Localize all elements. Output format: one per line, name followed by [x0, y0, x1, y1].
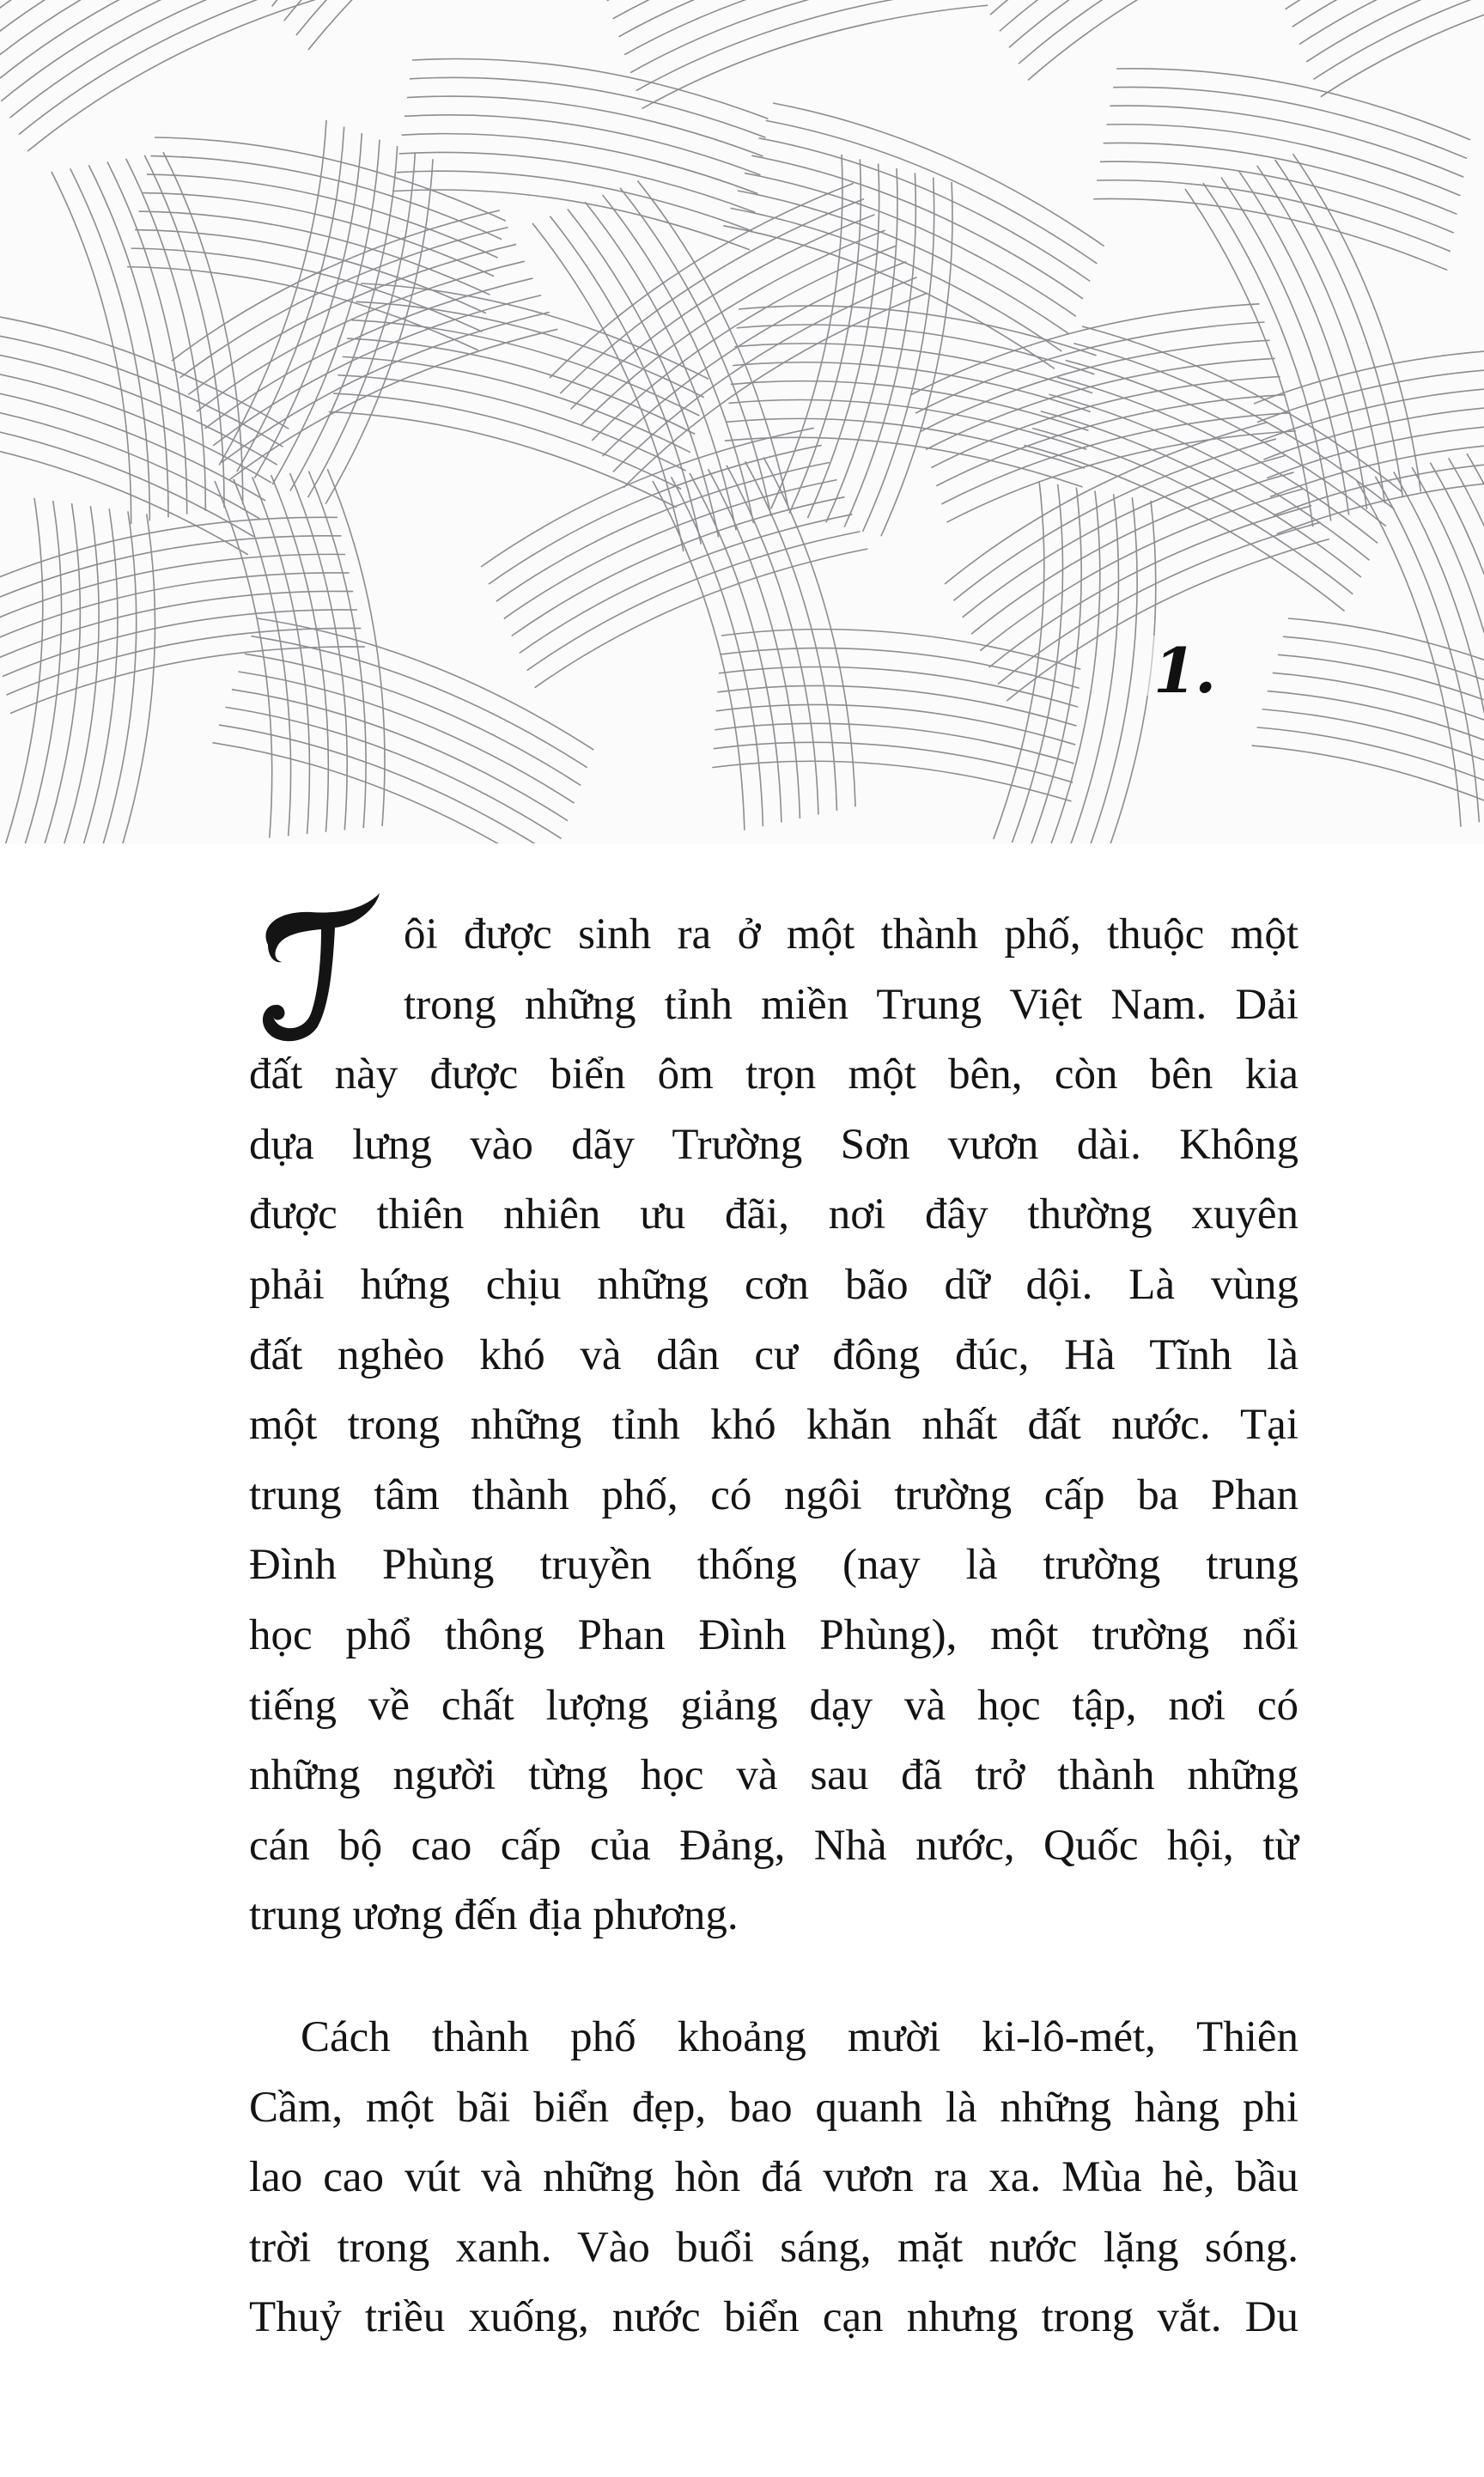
text-line: Cầm, một bãi biển đẹp, bao quanh là những hàng phi	[249, 2083, 1298, 2132]
paragraph-1	[249, 900, 1298, 1951]
text-line: đất này được biển ôm trọn một bên, còn bên kia	[249, 1050, 1298, 1099]
text-line: cán bộ cao cấp của Đảng, Nhà nước, Quốc hội, từ	[249, 1821, 1298, 1870]
chapter-number: 1.	[1153, 634, 1215, 707]
text-line: trung ương đến địa phương.	[249, 1891, 739, 1940]
text-line: phải hứng chịu những cơn bão dữ dội. Là vùng	[249, 1260, 1298, 1309]
text-line: trung tâm thành phố, có ngôi trường cấp ba Phan	[249, 1470, 1298, 1519]
paragraph-2	[249, 2003, 1298, 2353]
text-line: tiếng về chất lượng giảng dạy và học tập, nơi có	[249, 1681, 1298, 1730]
text-line: dựa lưng vào dãy Trường Sơn vươn dài. Không	[249, 1120, 1298, 1169]
text-line: đất nghèo khó và dân cư đông đúc, Hà Tĩnh là	[249, 1330, 1298, 1379]
text-line: lao cao vút và những hòn đá vươn ra xa. Mùa hè, bầu	[249, 2153, 1298, 2202]
text-line: được thiên nhiên ưu đãi, nơi đây thường xuyên	[249, 1190, 1298, 1239]
woven-line-pattern-icon	[0, 0, 1484, 843]
decorative-banner	[0, 0, 1484, 843]
text-line: ôi được sinh ra ở một thành phố, thuộc một	[404, 910, 1298, 959]
text-line: một trong những tỉnh khó khăn nhất đất nước. Tại	[249, 1401, 1298, 1450]
text-line: Cách thành phố khoảng mười ki-lô-mét, Thiên	[301, 2013, 1298, 2061]
text-line: Đình Phùng truyền thống (nay là trường trung	[249, 1541, 1298, 1590]
text-line: học phổ thông Phan Đình Phùng), một trường nổi	[249, 1610, 1298, 1659]
text-line: trong những tỉnh miền Trung Việt Nam. Dải	[404, 980, 1298, 1029]
text-line: những người từng học và sau đã trở thành những	[249, 1751, 1298, 1800]
text-line: Thuỷ triều xuống, nước biển cạn nhưng trong vắt. Du	[249, 2293, 1298, 2342]
text-line: trời trong xanh. Vào buổi sáng, mặt nước lặng sóng.	[249, 2223, 1298, 2272]
